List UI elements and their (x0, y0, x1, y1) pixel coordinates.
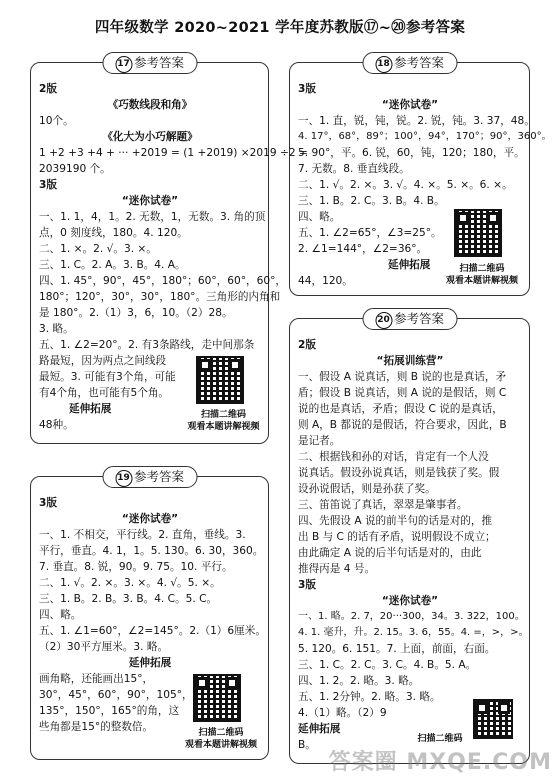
watermark-logo: 答案圈 MXQE.COM (328, 750, 552, 775)
panel-header-label: 参考答案 (393, 55, 445, 70)
section-title: “迷你试卷” (381, 99, 439, 111)
answer-line: 三、1. B。2. C。3. B。4. B。 (298, 195, 445, 207)
answer-line: 一、1. 直，锐，钝，锐。2. 锐，钝。3. 37，48。 (298, 115, 535, 127)
answer-line: 5. 90°，平。6. 锐，60，钝，120；180，平。 (298, 147, 525, 159)
subsection-title: 《巧数线段和角》 (107, 99, 193, 111)
answer-line: 些角都是15°的整数倍。 (39, 721, 154, 733)
panel-number-17: 17 (115, 56, 132, 73)
answer-line: 说真话。假设孙说真话，则是钱获了奖。假 (298, 467, 500, 479)
qr-caption (181, 409, 266, 433)
edition-label: 3版 (39, 179, 57, 191)
answer-line: 四、1. 45°，90°，45°，180°；60°，60°，60°， (39, 275, 286, 287)
qr-caption (436, 263, 528, 287)
answer-line: （2）30平方厘米。3. 略。 (39, 641, 169, 653)
section-title: 延伸拓展 (298, 723, 341, 735)
answer-line: 说的也是真话，矛盾；假设 C 说的是真话， (298, 403, 503, 415)
answer-panel-18 (289, 55, 552, 296)
answer-line: 一、1. 略。2. 7，20···300，34。3. 322，100。 (298, 611, 525, 622)
edition-label: 2版 (298, 339, 316, 351)
panel-number-20: 20 (375, 312, 392, 329)
answer-panel-17 (30, 55, 308, 444)
answer-line: 四、略。 (298, 211, 341, 223)
answer-line: 44，120。 (298, 275, 353, 287)
answer-line: 10个。 (39, 115, 74, 127)
answer-line: 平行，垂直。4. 1，1。5. 130。6. 30，360。 (39, 545, 264, 557)
answer-line: 三、1. B。2. B。3. B。4. C。5. C。 (39, 593, 218, 605)
answer-line: 1 +2 +3 +4 + ··· +2019 = (1 +2019) ×2019 ÷2 = (39, 147, 308, 159)
qr-caption-line: 观看本题讲解视频 (445, 276, 518, 286)
answer-line: 出 B 与 C 的话有矛盾，说明假设不成立； (298, 531, 496, 543)
section-title: “迷你试卷” (121, 195, 179, 207)
answer-line: 画角略，还能画出15°， (39, 673, 154, 685)
answer-line: 2039190 个。 (39, 163, 111, 175)
section-title: “拓展训练营” (376, 355, 444, 367)
edition-label: 3版 (298, 579, 316, 591)
answer-line: 有4个角，也可能有5个角。 (39, 387, 170, 399)
section-title: 延伸拓展 (69, 403, 112, 415)
panel-header-label: 参考答案 (393, 311, 445, 326)
answer-line: 5. 120。6. 151。7. 上面，前面，右面。 (298, 643, 496, 655)
answer-line: 3. 略。 (39, 323, 74, 335)
qr-code-icon[interactable] (454, 209, 502, 257)
answer-line: 二、1. √。2. ×。3. √。4. ×。5. ×。6. ×。 (298, 179, 513, 191)
answer-line: 则 A，B 都说的是假话，符合要求，因此，B (298, 419, 507, 431)
answer-line: 五、1. ∠2=65°，∠3=25°。 (298, 227, 442, 239)
answer-line: 一、1. 不相交，平行线。2. 直角，垂线。3. (39, 529, 246, 541)
panel-header-17 (102, 52, 197, 74)
answer-line: 一、1. 1，4，1。2. 无数，1，无数。3. 角的顶 (39, 211, 266, 223)
answer-line: 4.（1）略。（2）9 (298, 707, 387, 719)
qr-caption-line: 扫描二维码 (459, 264, 505, 274)
qr-caption-line: 扫描二维码 (198, 728, 244, 738)
section-title: 延伸拓展 (128, 657, 172, 669)
answer-line: 设孙说假话，则是孙获了奖。 (298, 483, 436, 495)
qr-caption (177, 727, 265, 751)
qr-code-icon[interactable] (193, 674, 241, 722)
answer-line: 48种。 (39, 419, 74, 431)
answer-line: 是记者。 (298, 435, 341, 447)
answer-line: 7. 垂直。8. 锐，90。9. 75。10. 平行。 (39, 561, 233, 573)
answer-panel-20 (289, 311, 530, 764)
answer-line: 三、1. C。2. C。3. C。4. B。5. A。 (298, 659, 477, 671)
answer-line: 四、1. 2。2. 略。3. 略。 (298, 675, 420, 687)
answer-line: 7. 无数。8. 垂直线段。 (298, 163, 410, 175)
section-title: “迷你试卷” (381, 595, 439, 607)
qr-caption-line: 扫描二维码 (200, 410, 246, 420)
answer-line: 180°；120°，30°，30°，180°。三角形的内角和 (39, 291, 281, 303)
answer-line: B。 (298, 739, 316, 751)
answer-line: 盾；假设 B 说真话，则 A 说的是假话，则 C (298, 387, 507, 399)
answer-line: 点，0 刻度线，180。4. 120。 (39, 227, 188, 239)
answer-line: 三、笛笛说了真话，翠翠是肇事者。 (298, 499, 468, 511)
answer-line: 五、1. ∠2=20°。2. 有3条路线，走中间那条 (39, 339, 255, 351)
answer-line: 二、1. ×。2. √。3. ×。 (39, 243, 157, 255)
answer-panel-19 (30, 469, 269, 760)
section-title: 延伸拓展 (388, 259, 431, 271)
answer-line: 五、1. ∠1=60°，∠2=145°。2.（1）6厘米。 (39, 625, 266, 637)
panel-header-label: 参考答案 (133, 55, 185, 70)
panel-header-label: 参考答案 (133, 469, 185, 484)
answer-line: 是 180°。2.（1）3，6，10。（2）28。 (39, 307, 233, 319)
edition-label: 2版 (39, 83, 57, 95)
qr-caption-line: 观看本题讲解视频 (184, 740, 257, 750)
answer-line: 最短。3. 可能有3个角，可能 (39, 371, 176, 383)
page-title: 四年级数学 2020~2021 学年度苏教版⑰~⑳参考答案 (94, 20, 466, 36)
answer-line: 30°，45°，60°，90°，105°， (39, 689, 193, 701)
panel-number-18: 18 (375, 56, 392, 73)
answer-line: 二、1. √。2. ×。3. ×。4. √。5. ×。 (39, 577, 221, 589)
answer-line: 一、假设 A 说真话，则 B 说的也是真话，矛 (298, 371, 507, 383)
edition-label: 3版 (298, 83, 316, 95)
section-title: “迷你试卷” (121, 513, 179, 525)
answer-line: 2. ∠1=144°，∠2=36°。 (298, 243, 428, 255)
answer-line: 路最短，因为两点之间线段 (39, 355, 167, 367)
answer-line: 推得丙是 4 号。 (298, 563, 376, 575)
qr-caption-line: 观看本题讲解视频 (187, 422, 260, 432)
answer-line: 三、1. C。2. A。3. B。4. A。 (39, 259, 186, 271)
qr-caption (400, 733, 480, 745)
panel-header-19 (102, 466, 197, 488)
edition-label: 3版 (39, 497, 57, 509)
answer-line: 二、根据钱和孙的对话，肯定有一个人没 (298, 451, 489, 463)
answer-line: 4. 1. 毫升，升。2. 15。3. 6，55。4. =，>，>。 (298, 627, 529, 638)
answer-line: 4. 17°，68°，89°；100°，94°，170°；90°，360°。 (298, 131, 552, 142)
qr-caption-line: 扫描二维码 (417, 734, 463, 744)
answer-line: 由此确定 A 说的后半句话是对的，由此 (298, 547, 482, 559)
answer-line: 135°，150°，165°的角，这 (39, 705, 180, 717)
panel-number-19: 19 (115, 470, 132, 487)
qr-code-icon[interactable] (196, 356, 244, 404)
answer-line: 四、略。 (39, 609, 82, 621)
answer-line: 四、先假设 A 说的前半句的话是对的，推 (298, 515, 493, 527)
answer-line: 五、1. 2分钟。2. 略。3. 略。 (298, 691, 441, 703)
subsection-title: 《化大为小巧解题》 (102, 131, 198, 143)
panel-header-18 (362, 52, 457, 74)
panel-header-20 (362, 308, 457, 330)
